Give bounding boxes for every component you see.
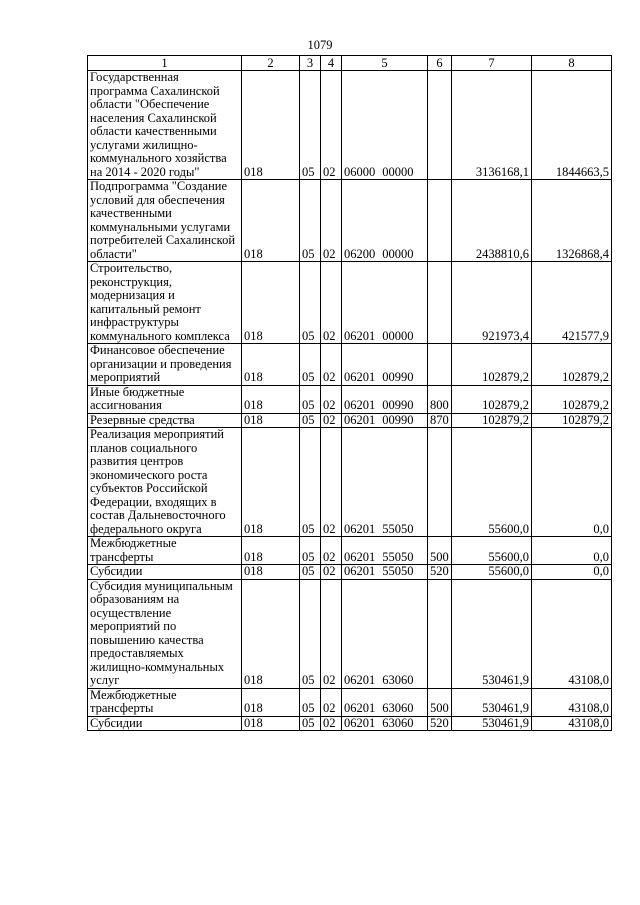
row-target-article bbox=[342, 537, 428, 565]
header-col-4: 4 bbox=[321, 56, 342, 71]
header-col-1: 1 bbox=[88, 56, 242, 71]
target-article-program: 06201 bbox=[344, 673, 376, 687]
row-target-article bbox=[342, 385, 428, 413]
table-row bbox=[88, 385, 612, 413]
row-amount-2: 0,0 bbox=[532, 537, 612, 565]
row-admin-code: 018 bbox=[242, 688, 300, 716]
row-amount-1: 530461,9 bbox=[452, 688, 532, 716]
target-article-direction: 00990 bbox=[382, 398, 414, 412]
row-amount-2: 1844663,5 bbox=[532, 71, 612, 180]
target-article-direction: 00000 bbox=[382, 246, 414, 261]
row-expense-type: 800 bbox=[428, 385, 452, 413]
row-amount-1: 55600,0 bbox=[452, 565, 532, 580]
row-target-article bbox=[342, 428, 428, 537]
row-section: 05 bbox=[300, 579, 321, 688]
row-amount-2: 0,0 bbox=[532, 565, 612, 580]
row-subsection: 02 bbox=[321, 262, 342, 344]
row-target-article bbox=[342, 579, 428, 688]
row-section: 05 bbox=[300, 262, 321, 344]
target-article-program: 06201 bbox=[344, 370, 376, 384]
target-article-program: 06201 bbox=[344, 549, 376, 564]
row-target-article bbox=[342, 262, 428, 344]
row-admin-code: 018 bbox=[242, 579, 300, 688]
row-amount-2: 43108,0 bbox=[532, 716, 612, 731]
row-amount-2: 421577,9 bbox=[532, 262, 612, 344]
row-amount-1: 530461,9 bbox=[452, 579, 532, 688]
row-amount-2: 43108,0 bbox=[532, 579, 612, 688]
row-amount-2: 1326868,4 bbox=[532, 180, 612, 262]
target-article-direction: 55050 bbox=[382, 521, 414, 536]
table-body bbox=[88, 71, 612, 731]
table-row bbox=[88, 716, 612, 731]
row-expense-type: 870 bbox=[428, 413, 452, 428]
row-name: Строительство, реконструкция, модернизация и капитальный ремонт инфраструктуры коммунального комплекса bbox=[88, 262, 242, 344]
header-row bbox=[88, 56, 612, 71]
row-subsection: 02 bbox=[321, 428, 342, 537]
header-col-6: 6 bbox=[428, 56, 452, 71]
target-article-program: 06201 bbox=[344, 701, 376, 715]
row-subsection: 02 bbox=[321, 537, 342, 565]
row-subsection: 02 bbox=[321, 579, 342, 688]
row-expense-type bbox=[428, 71, 452, 180]
target-article-program: 06201 bbox=[344, 716, 376, 730]
row-expense-type: 520 bbox=[428, 716, 452, 731]
table-row bbox=[88, 688, 612, 716]
budget-table bbox=[87, 55, 612, 731]
row-name: Государственная программа Сахалинской области "Обеспечение населения Сахалинской области качественными услугами жилищно-коммунального хозяйства на 2014 - 2020 годы" bbox=[88, 71, 242, 180]
row-admin-code: 018 bbox=[242, 180, 300, 262]
row-amount-1: 2438810,6 bbox=[452, 180, 532, 262]
row-section: 05 bbox=[300, 716, 321, 731]
row-amount-1: 102879,2 bbox=[452, 385, 532, 413]
row-subsection: 02 bbox=[321, 385, 342, 413]
row-name: Финансовое обеспечение организации и проведения мероприятий bbox=[88, 344, 242, 386]
row-amount-2: 102879,2 bbox=[532, 344, 612, 386]
row-admin-code: 018 bbox=[242, 344, 300, 386]
row-admin-code: 018 bbox=[242, 385, 300, 413]
row-amount-1: 55600,0 bbox=[452, 537, 532, 565]
row-target-article bbox=[342, 565, 428, 580]
row-subsection: 02 bbox=[321, 716, 342, 731]
row-expense-type bbox=[428, 180, 452, 262]
table-row bbox=[88, 428, 612, 537]
row-target-article bbox=[342, 413, 428, 428]
header-col-2: 2 bbox=[242, 56, 300, 71]
target-article-direction: 00000 bbox=[382, 164, 414, 179]
row-amount-2: 0,0 bbox=[532, 428, 612, 537]
row-section: 05 bbox=[300, 537, 321, 565]
row-subsection: 02 bbox=[321, 413, 342, 428]
header-col-8: 8 bbox=[532, 56, 612, 71]
row-section: 05 bbox=[300, 428, 321, 537]
row-section: 05 bbox=[300, 385, 321, 413]
row-section: 05 bbox=[300, 71, 321, 180]
row-name: Межбюджетные трансферты bbox=[88, 537, 242, 565]
row-target-article bbox=[342, 180, 428, 262]
row-expense-type: 520 bbox=[428, 565, 452, 580]
target-article-direction: 63060 bbox=[382, 673, 414, 687]
row-subsection: 02 bbox=[321, 344, 342, 386]
row-expense-type bbox=[428, 428, 452, 537]
row-name: Субсидии bbox=[88, 565, 242, 580]
table-row bbox=[88, 262, 612, 344]
row-name: Межбюджетные трансферты bbox=[88, 688, 242, 716]
row-expense-type bbox=[428, 579, 452, 688]
row-amount-1: 921973,4 bbox=[452, 262, 532, 344]
table-row bbox=[88, 579, 612, 688]
row-subsection: 02 bbox=[321, 71, 342, 180]
row-section: 05 bbox=[300, 180, 321, 262]
target-article-program: 06000 bbox=[344, 164, 376, 179]
table-row bbox=[88, 537, 612, 565]
row-name: Подпрограмма "Создание условий для обеспечения качественными коммунальными услугами потребителей Сахалинской области" bbox=[88, 180, 242, 262]
row-name: Реализация мероприятий планов социального развития центров экономического роста субъектов Российской Федерации, входящих в состав Дальневосточного федерального округа bbox=[88, 428, 242, 537]
row-expense-type bbox=[428, 344, 452, 386]
row-subsection: 02 bbox=[321, 180, 342, 262]
target-article-program: 06201 bbox=[344, 564, 376, 578]
row-subsection: 02 bbox=[321, 565, 342, 580]
row-expense-type: 500 bbox=[428, 537, 452, 565]
row-name: Субсидия муниципальным образованиям на осуществление мероприятий по повышению качества предоставляемых жилищно-коммунальных услуг bbox=[88, 579, 242, 688]
row-target-article bbox=[342, 716, 428, 731]
table-row bbox=[88, 180, 612, 262]
header-col-7: 7 bbox=[452, 56, 532, 71]
row-name: Иные бюджетные ассигнования bbox=[88, 385, 242, 413]
row-subsection: 02 bbox=[321, 688, 342, 716]
target-article-direction: 00000 bbox=[382, 328, 414, 343]
target-article-direction: 63060 bbox=[382, 716, 414, 730]
target-article-direction: 55050 bbox=[382, 564, 414, 578]
row-name: Субсидии bbox=[88, 716, 242, 731]
row-section: 05 bbox=[300, 688, 321, 716]
target-article-program: 06201 bbox=[344, 413, 376, 427]
row-admin-code: 018 bbox=[242, 71, 300, 180]
row-admin-code: 018 bbox=[242, 262, 300, 344]
page-number: 1079 bbox=[307, 38, 333, 52]
row-amount-1: 3136168,1 bbox=[452, 71, 532, 180]
target-article-program: 06201 bbox=[344, 328, 376, 343]
target-article-program: 06201 bbox=[344, 398, 376, 412]
row-target-article bbox=[342, 71, 428, 180]
row-expense-type bbox=[428, 262, 452, 344]
row-name: Резервные средства bbox=[88, 413, 242, 428]
row-admin-code: 018 bbox=[242, 716, 300, 731]
row-amount-2: 102879,2 bbox=[532, 413, 612, 428]
header-col-5: 5 bbox=[342, 56, 428, 71]
row-expense-type: 500 bbox=[428, 688, 452, 716]
row-amount-1: 530461,9 bbox=[452, 716, 532, 731]
row-admin-code: 018 bbox=[242, 413, 300, 428]
target-article-program: 06200 bbox=[344, 246, 376, 261]
row-section: 05 bbox=[300, 565, 321, 580]
row-target-article bbox=[342, 344, 428, 386]
row-amount-2: 102879,2 bbox=[532, 385, 612, 413]
row-admin-code: 018 bbox=[242, 537, 300, 565]
header-col-3: 3 bbox=[300, 56, 321, 71]
row-amount-1: 102879,2 bbox=[452, 344, 532, 386]
row-section: 05 bbox=[300, 344, 321, 386]
target-article-direction: 63060 bbox=[382, 701, 414, 715]
row-amount-1: 102879,2 bbox=[452, 413, 532, 428]
row-target-article bbox=[342, 688, 428, 716]
table-row bbox=[88, 71, 612, 180]
row-amount-1: 55600,0 bbox=[452, 428, 532, 537]
target-article-direction: 00990 bbox=[382, 370, 414, 384]
target-article-direction: 00990 bbox=[382, 413, 414, 427]
row-section: 05 bbox=[300, 413, 321, 428]
row-amount-2: 43108,0 bbox=[532, 688, 612, 716]
target-article-program: 06201 bbox=[344, 521, 376, 536]
table-row bbox=[88, 413, 612, 428]
row-admin-code: 018 bbox=[242, 565, 300, 580]
row-admin-code: 018 bbox=[242, 428, 300, 537]
table-row bbox=[88, 565, 612, 580]
table-row bbox=[88, 344, 612, 386]
target-article-direction: 55050 bbox=[382, 549, 414, 564]
